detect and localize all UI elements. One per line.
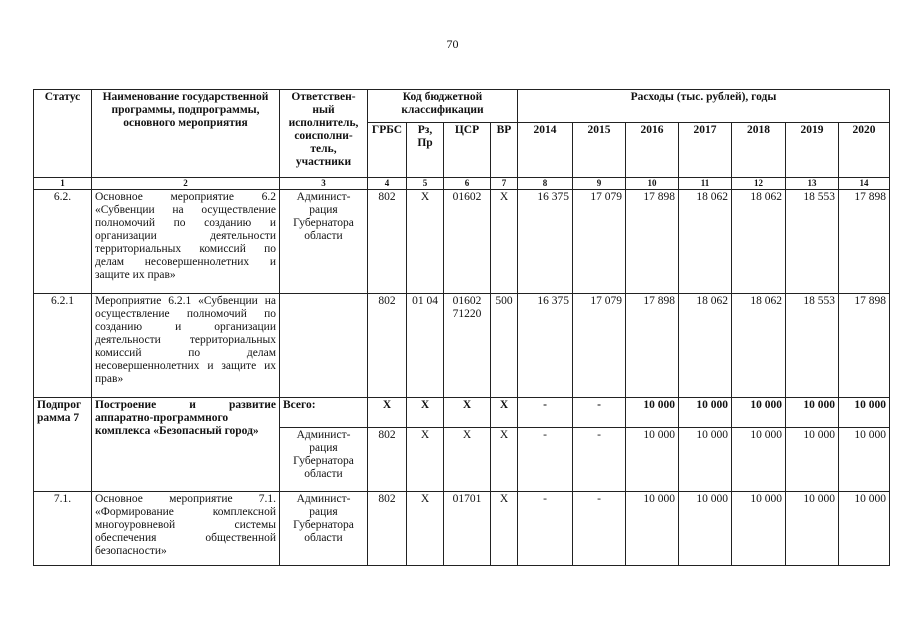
- value-cell: 10 000: [732, 428, 786, 492]
- value-cell: 17 898: [626, 294, 679, 398]
- value-cell: 10 000: [679, 492, 732, 566]
- name-cell: Основное мероприятие 7.1. «Формирование комплексной многоуровневой системы обеспечения общественной безопасности»: [92, 492, 280, 566]
- csr-cell: 01602: [444, 190, 491, 294]
- header-expenses: Расходы (тыс. рублей), годы: [518, 90, 890, 123]
- csr-cell: Х: [444, 428, 491, 492]
- value-cell: 17 898: [626, 190, 679, 294]
- responsible-cell: Админист-рация Губернатора области: [280, 428, 368, 492]
- rzpr-cell: Х: [407, 190, 444, 294]
- responsible-cell: [280, 294, 368, 398]
- value-cell: 10 000: [679, 428, 732, 492]
- value-cell: 10 000: [626, 398, 679, 428]
- column-number: 10: [626, 178, 679, 190]
- column-number: 1: [34, 178, 92, 190]
- name-cell: Основное мероприятие 6.2 «Субвенции на осуществление полномочий по созданию и организации деятельности территориальных комиссий по делам несовершеннолетних и защите их прав»: [92, 190, 280, 294]
- header-year: 2015: [573, 123, 626, 178]
- header-csr: ЦСР: [444, 123, 491, 178]
- column-number: 11: [679, 178, 732, 190]
- header-grbs: ГРБС: [368, 123, 407, 178]
- value-cell: 17 898: [839, 294, 890, 398]
- value-cell: 10 000: [732, 398, 786, 428]
- table-row: [34, 294, 890, 398]
- column-number: 13: [786, 178, 839, 190]
- vr-cell: Х: [491, 190, 518, 294]
- header-name: Наименование государственной программы, подпрограммы, основного мероприятия: [92, 90, 280, 178]
- status-cell: 6.2.1: [34, 294, 92, 398]
- value-cell: 16 375: [518, 190, 573, 294]
- value-cell: 10 000: [839, 398, 890, 428]
- column-number: 6: [444, 178, 491, 190]
- value-cell: 10 000: [786, 428, 839, 492]
- grbs-cell: Х: [368, 398, 407, 428]
- rzpr-cell: Х: [407, 428, 444, 492]
- value-cell: 10 000: [786, 398, 839, 428]
- value-cell: 18 062: [732, 294, 786, 398]
- grbs-cell: 802: [368, 190, 407, 294]
- header-year: 2018: [732, 123, 786, 178]
- header-year: 2016: [626, 123, 679, 178]
- value-cell: 16 375: [518, 294, 573, 398]
- header-year: 2017: [679, 123, 732, 178]
- header-vr: ВР: [491, 123, 518, 178]
- value-cell: -: [518, 492, 573, 566]
- column-number: 2: [92, 178, 280, 190]
- name-cell: Мероприятие 6.2.1 «Субвенции на осуществление полномочий по созданию и организации деятельности территориальных комиссий по делам несовершеннолетних и защите их прав»: [92, 294, 280, 398]
- column-number: 14: [839, 178, 890, 190]
- value-cell: 18 553: [786, 190, 839, 294]
- value-cell: -: [573, 398, 626, 428]
- table-row: [34, 492, 890, 566]
- table-row: [34, 398, 890, 428]
- value-cell: 10 000: [732, 492, 786, 566]
- value-cell: 17 898: [839, 190, 890, 294]
- value-cell: 10 000: [839, 428, 890, 492]
- header-rzpr: Рз, Пр: [407, 123, 444, 178]
- grbs-cell: 802: [368, 428, 407, 492]
- header-budget-code: Код бюджетной классификации: [368, 90, 518, 123]
- value-cell: 17 079: [573, 190, 626, 294]
- responsible-cell: Всего:: [280, 398, 368, 428]
- value-cell: -: [518, 428, 573, 492]
- value-cell: 10 000: [626, 428, 679, 492]
- value-cell: 18 062: [679, 190, 732, 294]
- csr-cell: 01701: [444, 492, 491, 566]
- budget-expenses-table: [33, 89, 890, 566]
- value-cell: -: [573, 492, 626, 566]
- value-cell: 10 000: [786, 492, 839, 566]
- rzpr-cell: Х: [407, 492, 444, 566]
- vr-cell: Х: [491, 398, 518, 428]
- value-cell: 18 062: [679, 294, 732, 398]
- header-responsible: Ответствен-ный исполнитель, соисполни-тель, участники: [280, 90, 368, 178]
- vr-cell: Х: [491, 428, 518, 492]
- responsible-cell: Админист-рация Губернатора области: [280, 492, 368, 566]
- rzpr-cell: Х: [407, 398, 444, 428]
- column-number: 12: [732, 178, 786, 190]
- grbs-cell: 802: [368, 492, 407, 566]
- column-number: 5: [407, 178, 444, 190]
- responsible-cell: Админист-рация Губернатора области: [280, 190, 368, 294]
- value-cell: -: [573, 428, 626, 492]
- header-year: 2019: [786, 123, 839, 178]
- page-number: 70: [446, 37, 459, 51]
- column-number: 3: [280, 178, 368, 190]
- column-number: 7: [491, 178, 518, 190]
- csr-cell: 01602 71220: [444, 294, 491, 398]
- value-cell: -: [518, 398, 573, 428]
- value-cell: 17 079: [573, 294, 626, 398]
- table-row: [34, 190, 890, 294]
- header-year: 2020: [839, 123, 890, 178]
- column-number: 9: [573, 178, 626, 190]
- column-number: 4: [368, 178, 407, 190]
- status-cell: 6.2.: [34, 190, 92, 294]
- vr-cell: Х: [491, 492, 518, 566]
- value-cell: 10 000: [679, 398, 732, 428]
- csr-cell: Х: [444, 398, 491, 428]
- grbs-cell: 802: [368, 294, 407, 398]
- rzpr-cell: 01 04: [407, 294, 444, 398]
- vr-cell: 500: [491, 294, 518, 398]
- header-row-1: [34, 90, 890, 123]
- value-cell: 18 553: [786, 294, 839, 398]
- column-number-row: [34, 178, 890, 190]
- header-year: 2014: [518, 123, 573, 178]
- status-cell: Подпрог рамма 7: [34, 398, 92, 492]
- status-cell: 7.1.: [34, 492, 92, 566]
- name-cell: Построение и развитие аппаратно-программного комплекса «Безопасный город»: [92, 398, 280, 492]
- value-cell: 10 000: [839, 492, 890, 566]
- value-cell: 10 000: [626, 492, 679, 566]
- column-number: 8: [518, 178, 573, 190]
- value-cell: 18 062: [732, 190, 786, 294]
- header-status: Статус: [34, 90, 92, 178]
